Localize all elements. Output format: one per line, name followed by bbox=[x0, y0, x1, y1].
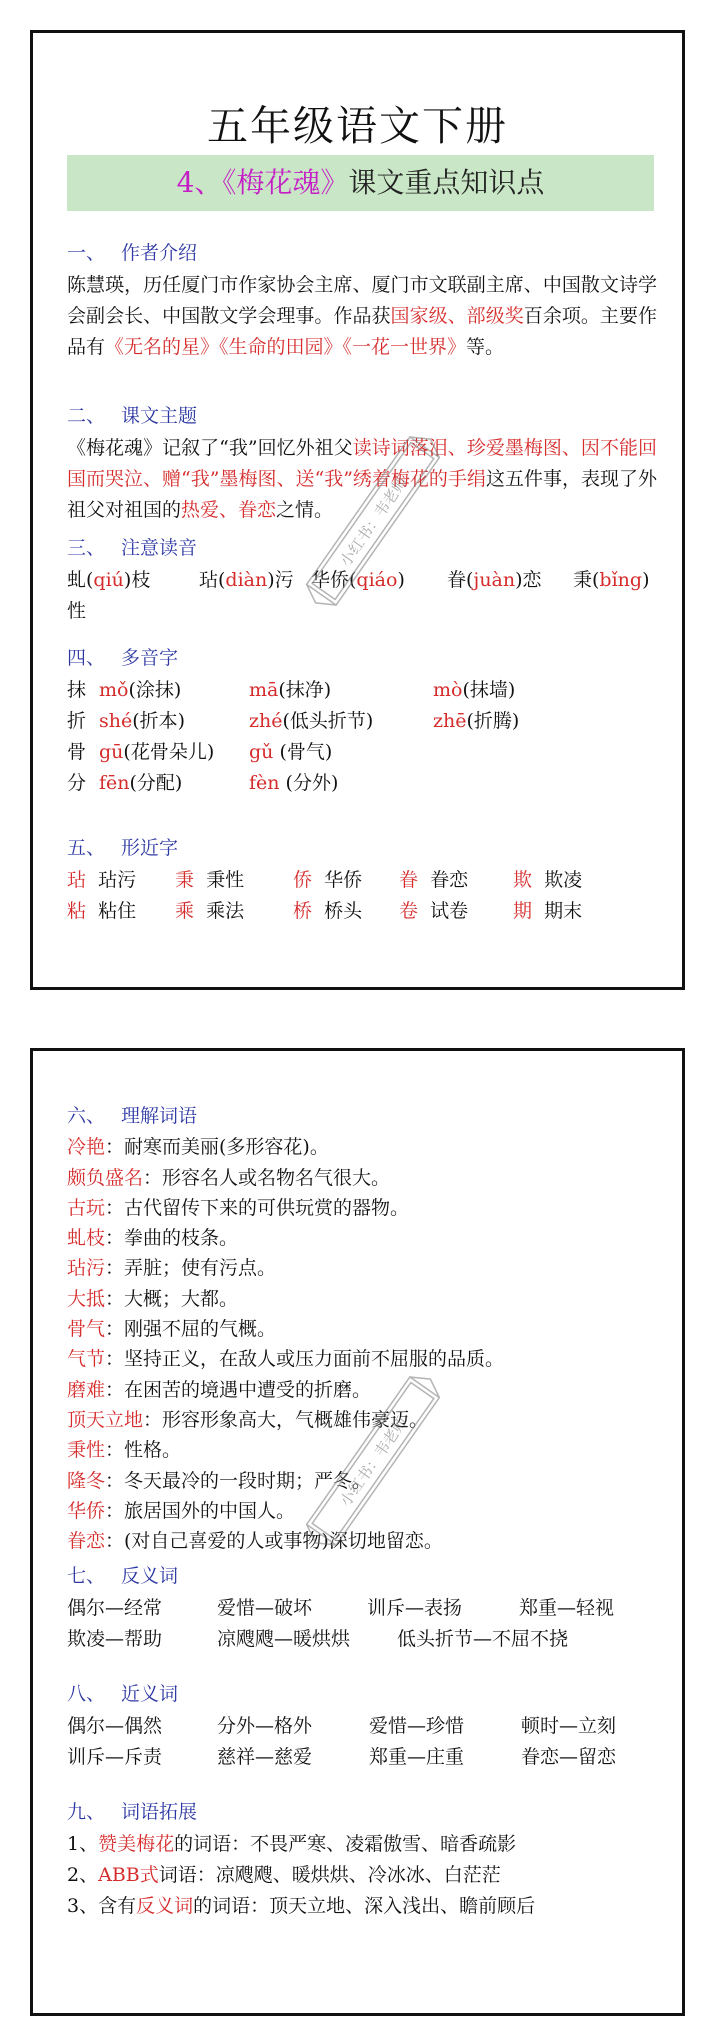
definition-term: 顶天立地 bbox=[67, 1408, 144, 1431]
section-polyphone bbox=[67, 643, 657, 799]
polyphone-row bbox=[67, 706, 657, 737]
definition-term: 隆冬 bbox=[67, 1469, 106, 1492]
section-title: 课文主题 bbox=[121, 405, 198, 427]
similar-item: 粘 粘住 bbox=[67, 900, 137, 922]
section-author bbox=[67, 238, 657, 363]
section-title: 作者介绍 bbox=[121, 242, 198, 264]
polyphone-reading: zhé(低头折节) bbox=[249, 710, 374, 732]
similar-item: 桥 桥头 bbox=[293, 900, 363, 922]
worksheet-page-1 bbox=[30, 30, 685, 990]
text: 等。 bbox=[466, 336, 505, 358]
svg-text:小红书：韦老师: 小红书：韦老师 bbox=[336, 473, 412, 570]
definition-item bbox=[67, 1223, 657, 1253]
section-extension bbox=[67, 1797, 657, 1922]
section-theme bbox=[67, 401, 657, 526]
polyphone-reading: shé(折本) bbox=[99, 710, 186, 732]
word-pair: 欺凌—帮助 bbox=[67, 1628, 163, 1650]
polyphone-reading: fèn (分外) bbox=[249, 772, 339, 794]
definition-text: ：旅居国外的中国人。 bbox=[105, 1499, 296, 1522]
definition-text: ：拳曲的枝条。 bbox=[105, 1227, 239, 1250]
section-heading bbox=[67, 833, 657, 864]
section-heading bbox=[67, 1101, 657, 1131]
section-pronunciation bbox=[67, 533, 657, 627]
lesson-name: 4、《梅花魂》 bbox=[176, 166, 349, 199]
definition-term: 虬枝 bbox=[67, 1227, 106, 1250]
polyphone-char: 折 bbox=[67, 710, 87, 732]
similar-item: 卷 试卷 bbox=[399, 900, 469, 922]
text: 百余项。主要作品有 bbox=[67, 305, 657, 358]
section-title: 近义词 bbox=[121, 1683, 179, 1705]
similar-row bbox=[67, 896, 657, 927]
svg-text:小红书：韦老师: 小红书：韦老师 bbox=[336, 1413, 412, 1510]
polyphone-reading: mā(抹净) bbox=[249, 679, 332, 701]
highlight-text: 国家级、部级奖 bbox=[390, 305, 524, 327]
similar-item: 秉 秉性 bbox=[175, 869, 245, 891]
definition-item bbox=[67, 1466, 657, 1496]
definition-item bbox=[67, 1344, 657, 1374]
author-paragraph bbox=[67, 270, 657, 363]
section-title: 词语拓展 bbox=[121, 1801, 198, 1823]
definition-term: 华侨 bbox=[67, 1499, 106, 1522]
definition-term: 骨气 bbox=[67, 1318, 106, 1341]
theme-paragraph bbox=[67, 433, 657, 526]
section-number: 八、 bbox=[67, 1683, 106, 1705]
similar-row bbox=[67, 865, 657, 896]
text: 陈慧瑛，历任厦门市作家协会主席、厦门市文联副主席、中国散文诗学会副会长、中国散文学会理事。作品获 bbox=[67, 274, 657, 327]
section-number: 九、 bbox=[67, 1801, 106, 1823]
highlight-text: 读诗词落泪、珍爱墨梅图、因不能回国而哭泣、赠“我”墨梅图、送“我”绣着梅花的手绢 bbox=[67, 437, 657, 490]
word-pair: 慈祥—慈爱 bbox=[217, 1746, 313, 1768]
pronunciation-item: 玷(diàn)污 bbox=[199, 569, 294, 591]
highlight-text: 《无名的星》《生命的田园》《一花一世界》 bbox=[105, 336, 467, 358]
definition-item bbox=[67, 1526, 657, 1556]
definition-text: ：形容形象高大，气概雄伟豪迈。 bbox=[143, 1408, 429, 1431]
word-pair: 郑重—轻视 bbox=[519, 1597, 615, 1619]
polyphone-char: 骨 bbox=[67, 741, 87, 763]
definition-item bbox=[67, 1284, 657, 1314]
definition-text: ：弄脏；使有污点。 bbox=[105, 1257, 277, 1280]
polyphone-reading: fēn(分配) bbox=[99, 772, 183, 794]
highlight-text: 热爱、眷恋 bbox=[181, 499, 277, 521]
definition-text: ：坚持正义，在敌人或压力面前不屈服的品质。 bbox=[105, 1348, 505, 1371]
section-heading bbox=[67, 1679, 657, 1710]
definition-term: 颇负盛名 bbox=[67, 1166, 144, 1189]
synonym-row bbox=[67, 1711, 657, 1742]
word-pair: 分外—格外 bbox=[217, 1715, 313, 1737]
polyphone-row bbox=[67, 675, 657, 706]
section-heading bbox=[67, 1561, 657, 1592]
section-heading bbox=[67, 643, 657, 674]
word-pair: 偶尔—偶然 bbox=[67, 1715, 163, 1737]
section-heading bbox=[67, 238, 657, 269]
polyphone-reading: gū(花骨朵儿) bbox=[99, 741, 215, 763]
section-number: 一、 bbox=[67, 242, 106, 264]
similar-item: 期 期末 bbox=[513, 900, 583, 922]
definition-item bbox=[67, 1375, 657, 1405]
polyphone-char: 分 bbox=[67, 772, 87, 794]
polyphone-row bbox=[67, 737, 657, 768]
antonym-row bbox=[67, 1593, 657, 1624]
polyphone-reading: mò(抹墙) bbox=[433, 679, 516, 701]
definition-item bbox=[67, 1405, 657, 1435]
definition-item bbox=[67, 1314, 657, 1344]
section-similar-chars bbox=[67, 833, 657, 927]
word-pair: 训斥—表扬 bbox=[367, 1597, 463, 1619]
definition-text: ：性格。 bbox=[105, 1439, 182, 1462]
word-pair: 低头折节—不屈不挠 bbox=[397, 1628, 569, 1650]
similar-item: 欺 欺凌 bbox=[513, 869, 583, 891]
definition-term: 气节 bbox=[67, 1348, 106, 1371]
section-antonyms bbox=[67, 1561, 657, 1655]
pronunciation-tail: 性 bbox=[67, 600, 87, 622]
definition-text: ：大概；大都。 bbox=[105, 1287, 239, 1310]
section-synonyms bbox=[67, 1679, 657, 1773]
extension-item: 3、含有反义词的词语：顶天立地、深入浅出、瞻前顾后 bbox=[67, 1895, 536, 1917]
section-title: 多音字 bbox=[121, 647, 179, 669]
definition-item bbox=[67, 1435, 657, 1465]
similar-item: 乘 乘法 bbox=[175, 900, 245, 922]
polyphone-reading: zhē(折腾) bbox=[433, 710, 520, 732]
definition-text: ：刚强不屈的气概。 bbox=[105, 1318, 277, 1341]
similar-item: 眷 眷恋 bbox=[399, 869, 469, 891]
section-title: 注意读音 bbox=[121, 537, 198, 559]
section-number: 三、 bbox=[67, 537, 106, 559]
polyphone-reading: mǒ(涂抹) bbox=[99, 679, 182, 701]
definition-item bbox=[67, 1132, 657, 1162]
section-number: 二、 bbox=[67, 405, 106, 427]
antonym-row bbox=[67, 1624, 657, 1655]
section-number: 五、 bbox=[67, 837, 106, 859]
lesson-banner bbox=[67, 155, 654, 211]
section-heading bbox=[67, 533, 657, 564]
word-pair: 凉飕飕—暖烘烘 bbox=[217, 1628, 351, 1650]
word-pair: 爱惜—珍惜 bbox=[369, 1715, 465, 1737]
extension-item: 1、赞美梅花的词语：不畏严寒、凌霜傲雪、暗香疏影 bbox=[67, 1833, 517, 1855]
text: 这五件事，表现了外祖父对祖国的 bbox=[67, 468, 657, 521]
polyphone-row bbox=[67, 768, 657, 799]
pronunciation-item: 华侨(qiáo) bbox=[311, 569, 405, 591]
text: 《梅花魂》记叙了“我”回忆外祖父 bbox=[67, 437, 353, 459]
pronunciation-item: 眷(juàn)恋 bbox=[447, 569, 542, 591]
text: 之情。 bbox=[276, 499, 334, 521]
page-title: 五年级语文下册 bbox=[207, 102, 508, 150]
definition-text: ：耐寒而美丽(多形容花)。 bbox=[105, 1136, 329, 1159]
synonym-row bbox=[67, 1742, 657, 1773]
lesson-topic: 课文重点知识点 bbox=[348, 166, 545, 199]
definition-term: 眷恋 bbox=[67, 1530, 106, 1553]
section-heading bbox=[67, 401, 657, 432]
section-vocabulary bbox=[67, 1101, 657, 1556]
vocabulary-list bbox=[67, 1132, 657, 1556]
section-heading bbox=[67, 1797, 657, 1828]
polyphone-reading: gǔ (骨气) bbox=[249, 741, 333, 763]
definition-item bbox=[67, 1253, 657, 1283]
definition-term: 秉性 bbox=[67, 1439, 106, 1462]
pronunciation-row bbox=[67, 565, 657, 596]
definition-term: 磨难 bbox=[67, 1378, 106, 1401]
section-number: 七、 bbox=[67, 1565, 106, 1587]
pronunciation-item: 秉(bǐng) bbox=[573, 569, 650, 591]
section-title: 形近字 bbox=[121, 837, 179, 859]
pronunciation-item: 虬(qiú)枝 bbox=[67, 569, 151, 591]
word-pair: 顿时—立刻 bbox=[521, 1715, 617, 1737]
worksheet-page-2 bbox=[30, 1048, 685, 2016]
word-pair: 训斥—斥责 bbox=[67, 1746, 163, 1768]
definition-item bbox=[67, 1496, 657, 1526]
section-title: 反义词 bbox=[121, 1565, 179, 1587]
similar-item: 玷 玷污 bbox=[67, 869, 137, 891]
definition-item bbox=[67, 1193, 657, 1223]
polyphone-char: 抹 bbox=[67, 679, 87, 701]
definition-text: ：形容名人或名物名气很大。 bbox=[143, 1166, 391, 1189]
definition-term: 大抵 bbox=[67, 1287, 106, 1310]
section-title: 理解词语 bbox=[121, 1105, 198, 1127]
word-pair: 爱惜—破坏 bbox=[217, 1597, 313, 1619]
definition-text: ：冬天最冷的一段时期；严冬。 bbox=[105, 1469, 372, 1492]
word-pair: 偶尔—经常 bbox=[67, 1597, 163, 1619]
definition-text: ：(对自己喜爱的人或事物)深切地留恋。 bbox=[105, 1530, 443, 1553]
extension-item: 2、ABB式词语：凉飕飕、暖烘烘、冷冰冰、白茫茫 bbox=[67, 1864, 501, 1886]
definition-term: 玷污 bbox=[67, 1257, 106, 1280]
word-pair: 眷恋—留恋 bbox=[521, 1746, 617, 1768]
definition-term: 古玩 bbox=[67, 1196, 106, 1219]
section-number: 六、 bbox=[67, 1105, 106, 1127]
definition-term: 冷艳 bbox=[67, 1136, 106, 1159]
definition-text: ：在困苦的境遇中遭受的折磨。 bbox=[105, 1378, 372, 1401]
word-pair: 郑重—庄重 bbox=[369, 1746, 465, 1768]
definition-text: ：古代留传下来的可供玩赏的器物。 bbox=[105, 1196, 410, 1219]
section-number: 四、 bbox=[67, 647, 106, 669]
definition-item bbox=[67, 1163, 657, 1193]
similar-item: 侨 华侨 bbox=[293, 869, 363, 891]
